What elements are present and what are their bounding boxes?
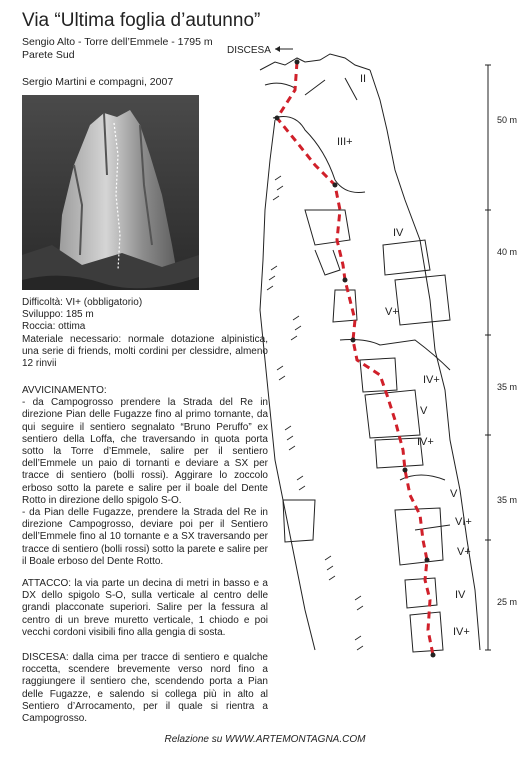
route-line	[277, 62, 433, 655]
belay-station	[343, 278, 348, 283]
grade-label: II	[360, 73, 367, 85]
slabs-35m-upper	[360, 358, 423, 468]
belay-station	[431, 653, 436, 658]
slab-iv	[305, 210, 350, 245]
belay-stations	[275, 60, 436, 658]
footer-credit: Relazione su WWW.ARTEMONTAGNA.COM	[164, 734, 366, 745]
wall-right-edge	[370, 70, 480, 650]
approach-heading: AVVICINAMENTO:	[22, 385, 107, 396]
descent-arrow-head	[275, 46, 280, 52]
scale-label: 25 m	[497, 597, 518, 607]
descent-section: DISCESA: dalla cima per tracce di sentiero e qualche roccetta, scendere brevemente verso nord fino a raggiungere il sentiero che, scendendo porta a Pian delle Fugazze, e salendo si collega più in alto al Sentiero d’Arrocamento, per il quale si rientra a Campogrosso.	[22, 652, 268, 725]
tower-photo	[22, 95, 199, 290]
scale-label: 35 m	[497, 382, 518, 392]
spec-roccia: Roccia: ottima	[22, 321, 86, 333]
grade-label: IV+	[423, 374, 440, 386]
wall-left-edge	[260, 120, 315, 650]
grade-label: IV	[393, 227, 404, 239]
spec-sviluppo: Sviluppo: 185 m	[22, 309, 94, 321]
slabs-35m-lower	[395, 508, 450, 565]
approach-paragraph-2: - da Pian delle Fugazze, prendere la Strada del Re in direzione Campogrosso, deviare poi per il Sentiero dell’Emmele fino al 10 tornante e a SX traversando per tracce di sentiero (bolli rossi) sotto la parete e salire per il Boale erboso del Dente Rotto.	[22, 507, 268, 567]
summit-ridge	[260, 54, 370, 70]
chimney-v	[333, 290, 357, 322]
slabs-25m	[405, 578, 443, 652]
grade-label: IV+	[453, 626, 470, 638]
grade-label: V	[420, 405, 428, 417]
approach-paragraph-1: - da Campogrosso prendere la Strada del Re in direzione Pian delle Fugazze fino al primo tornante, da qui seguire il sentiero segnalato “Bruno Peruffo” ex sentiero della Loffa, che traversando in quota porta sotto la Torre d’Emmele, salire per il sentiero dell’Emmele un paio di tornanti e deviare a SX per tracce di sentiero (bolli rossi). Aggirare lo zoccolo erboso sotto la parete e salire per il boale del Dente Rotto in direzione dello spigolo S-O.	[22, 397, 268, 506]
page-title: Via “Ultima foglia d’autunno”	[22, 10, 261, 31]
authors: Sergio Martini e compagni, 2007	[22, 76, 174, 88]
belay-station	[275, 116, 280, 121]
belay-station	[333, 183, 338, 188]
tower-photo-image	[22, 95, 199, 290]
route-topo-diagram	[205, 40, 530, 680]
flake-iv	[315, 250, 340, 275]
grade-label: V+	[457, 546, 471, 558]
summit-features	[265, 78, 357, 100]
grass-hatching	[267, 176, 363, 650]
scale-label: 50 m	[497, 115, 518, 125]
grade-label: V	[450, 488, 458, 500]
grade-label: IV+	[417, 436, 434, 448]
grade-label: III+	[337, 136, 353, 148]
grade-label: IV	[455, 589, 466, 601]
belay-station	[425, 558, 430, 563]
subtitle-face: Parete Sud	[22, 49, 75, 61]
scale-label: 40 m	[497, 247, 518, 257]
left-slab-lower	[283, 500, 315, 542]
scale-label: 35 m	[497, 495, 518, 505]
spec-difficolta: Difficoltà: VI+ (obbligatorio)	[22, 297, 143, 308]
belay-station	[295, 60, 300, 65]
grade-label: VI+	[455, 516, 472, 528]
belay-station	[403, 468, 408, 473]
subtitle-location: Sengio Alto - Torre dell’Emmele - 1795 m	[22, 36, 213, 48]
belay-station	[351, 338, 356, 343]
start-section: ATTACCO: la via parte un decina di metri in basso e a DX dello spigolo S-O, sulla verticale al centro delle grandi placconate superiori. Salire per la fessura al centro di un breve muretto verticale, 1 chiodo e poi vecchi cordoni visibili fino alla gengia di sosta.	[22, 578, 268, 638]
spec-materiale: Materiale necessario: normale dotazione alpinistica, una serie di friends, molti cordini per clessidre, almeno 12 rinvii	[22, 333, 268, 370]
descent-label: DISCESA	[227, 45, 271, 56]
grade-label: V+	[385, 306, 399, 318]
